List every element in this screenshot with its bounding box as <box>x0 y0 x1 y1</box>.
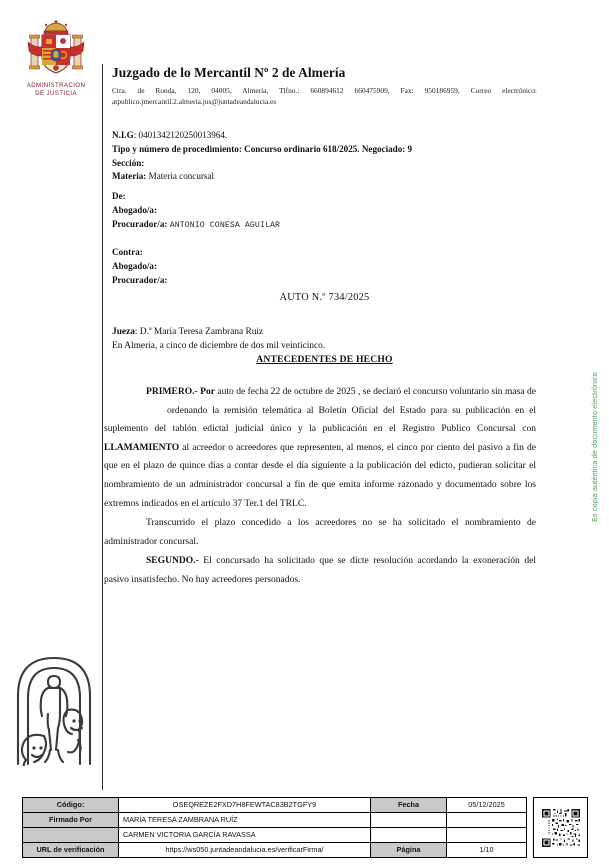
auto-title: AUTO N.º 734/2025 <box>279 292 370 303</box>
table-row-url <box>23 843 527 858</box>
table-row-firmante-2 <box>23 828 527 843</box>
place-date: En Almería, a cinco de diciembre de dos mil veinticinco. <box>112 341 326 352</box>
court-address <box>112 85 537 107</box>
codigo-value: OSEQREZE2FXD7H8FEWTAC83B2TGFY9 <box>119 798 371 813</box>
case-parties <box>112 189 542 287</box>
paragraph-segundo-lead: SEGUNDO.- <box>146 555 199 567</box>
meta-materia-label: Materia: <box>112 171 147 182</box>
qr-code-container[interactable] <box>533 797 588 858</box>
party-abogado <box>112 203 542 217</box>
judge-name: : D.ª María Teresa Zambrana Ruiz <box>134 327 264 337</box>
judge-label: Jueza <box>112 327 135 337</box>
paragraph-transcurrido: Transcurrido el plazo concedido a los acreedores no se ha solicitado el nombramiento de administrador concursal. <box>104 517 536 547</box>
emblem-caption-line1: ADMINISTRACION <box>26 82 86 89</box>
paragraph-primero-strong: LLAMAMIENTO <box>104 441 180 453</box>
pagina-value: 1/10 <box>447 843 527 858</box>
justice-seal-figure-with-lions-icon <box>14 648 94 766</box>
firmante-1: MARÍA TERESA ZAMBRANA RUÍZ <box>119 813 371 828</box>
emblem-caption-line2: DE JUSTICIA <box>35 90 77 98</box>
codigo-label: Código: <box>23 798 119 813</box>
party-abogado-label: Abogado/a: <box>112 205 157 216</box>
court-title: Juzgado de lo Mercantil Nº 2 de Almería <box>112 65 346 80</box>
case-meta <box>112 129 542 184</box>
firmado-label-continued <box>23 828 119 843</box>
paragraph-primero <box>104 383 536 513</box>
margin-divider <box>102 64 103 790</box>
meta-procedure-label: Tipo y número de procedimiento: <box>112 143 242 154</box>
authentic-copy-legend: Es copia auténtica de documento electrónico <box>591 372 599 522</box>
party-contra-label: Contra: <box>112 246 143 257</box>
court-emblem <box>16 18 96 98</box>
qr-code-icon <box>541 808 581 848</box>
meta-procedure-value: Concurso ordinario 618/2025. Negociado: 9 <box>244 143 413 154</box>
party-contra-abogado <box>112 259 542 273</box>
paragraph-primero-a: auto de fecha 22 de octubre de 2025 , se declaró el concurso voluntario sin masa de <box>214 386 536 397</box>
url-label: URL de verificación <box>23 843 119 858</box>
spain-coat-of-arms-icon <box>25 18 87 80</box>
party-contra-procurador-label: Procurador/a: <box>112 275 168 286</box>
paragraph-primero-c: al acreedor o acreedores que representen, al menos, el cinco por ciento del pasivo a fin de que en el plazo de quince días a contar desde el día siguiente a la publicación del edicto, pudieran solicitar el nombramiento de un administrador concursal a fin de que emita informe razonado y documentado sobre los extremos indicados en el artículo 37 Ter.1 del TRLC. <box>104 441 536 509</box>
document-body <box>104 383 536 590</box>
meta-procedure <box>112 143 542 157</box>
emblem-caption <box>16 82 96 98</box>
firmante-2: CARMEN VICTORIA GARCÍA RAVASSA <box>119 828 371 843</box>
meta-materia-value: Materia concursal <box>148 171 215 182</box>
parties-spacer <box>112 233 542 245</box>
court-email: atpublico.jmercantil.2.almeria.jus@juntadeandalucia.es <box>112 96 277 106</box>
firmante-1-pad-b <box>447 813 527 828</box>
signature-footer <box>22 797 588 858</box>
judge-block <box>112 325 542 354</box>
judge-row <box>112 325 542 339</box>
fecha-value: 05/12/2025 <box>447 798 527 813</box>
party-de-label: De: <box>112 191 126 201</box>
court-address-line: Ctra. de Ronda, 120, 04005, Almería, Tlfno.: 660894612 660475909, Fax: 950186959, Correo electrónico: <box>112 85 537 95</box>
meta-seccion-label: Sección: <box>112 157 145 168</box>
party-de <box>112 189 542 203</box>
firmante-1-pad-a <box>371 813 447 828</box>
paragraph-primero-b: ordenando la remisión telemática al Boletín Oficial del Estado para su publicación en el suplemento del tablón edictal judicial único y la publicación en el Registro Publico Concursal con <box>104 404 536 435</box>
party-contra <box>112 245 542 259</box>
meta-seccion <box>112 157 542 171</box>
meta-nig <box>112 129 542 143</box>
firmante-2-pad-b <box>447 828 527 843</box>
justice-seal <box>14 648 98 766</box>
table-row-codigo <box>23 798 527 813</box>
paragraph-segundo-rest: El concursado ha solicitado que se dicte resolución acordando la exoneración del pasivo insatisfecho. No hay acreedores personados. <box>104 555 536 586</box>
party-contra-procurador <box>112 273 542 287</box>
pagina-label: Página <box>371 843 447 858</box>
url-value[interactable]: https://ws050.juntadeandalucia.es/verificarFirma/ <box>119 843 371 858</box>
party-contra-abogado-label: Abogado/a: <box>112 260 157 271</box>
fecha-label: Fecha <box>371 798 447 813</box>
paragraph-primero-lead: PRIMERO.- Por <box>146 386 215 397</box>
firmado-label: Firmado Por <box>23 813 119 828</box>
signature-table <box>22 797 527 858</box>
meta-materia <box>112 170 542 184</box>
meta-nig-value: : 0401342120250013964. <box>133 130 228 140</box>
party-procurador <box>112 217 542 233</box>
court-header <box>112 66 537 107</box>
party-procurador-label: Procurador/a: <box>112 219 168 230</box>
party-procurador-value: ANTONIO CONESA AGUILAR <box>169 221 280 231</box>
table-row-firmante-1 <box>23 813 527 828</box>
section-heading-antecedentes: ANTECEDENTES DE HECHO <box>256 354 393 365</box>
firmante-2-pad-a <box>371 828 447 843</box>
paragraph-segundo <box>104 552 536 589</box>
meta-nig-label: N.I.G <box>112 130 134 140</box>
